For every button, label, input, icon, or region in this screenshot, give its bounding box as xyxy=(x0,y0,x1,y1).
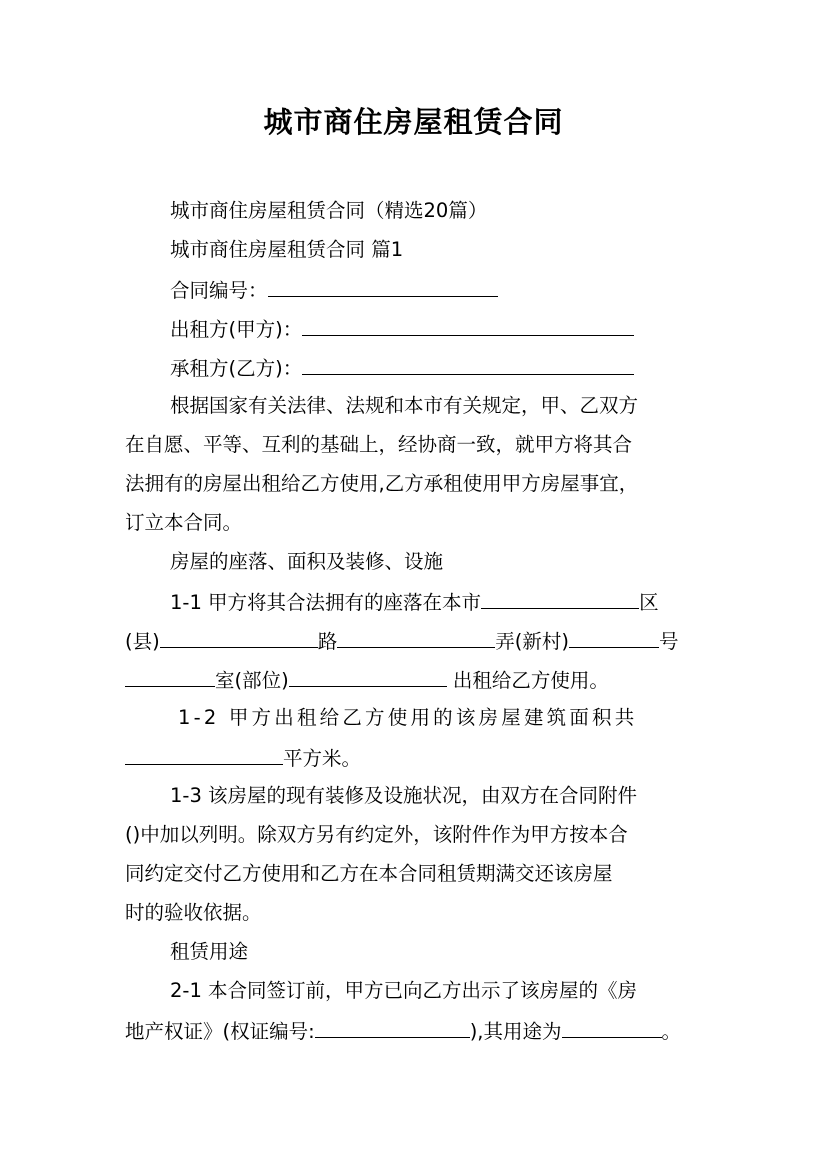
heading-location-area: 房屋的座落、面积及装修、设施 xyxy=(170,550,444,573)
intro-line-4: 订立本合同。 xyxy=(125,511,243,534)
lane-blank[interactable] xyxy=(569,627,659,648)
lessor-blank[interactable] xyxy=(302,315,634,336)
clause-1-1-text-a: 1-1 甲方将其合法拥有的座落在本市 xyxy=(170,591,482,614)
lessee-label: 承租方(乙方)： xyxy=(170,357,303,380)
clause-1-2-line-2 xyxy=(125,744,715,772)
clause-1-1-text-b: 区 xyxy=(639,591,659,614)
clause-1-1-text-h: 出租给乙方使用。 xyxy=(446,669,609,692)
heading-lease-purpose: 租赁用途 xyxy=(170,940,249,963)
intro-line-2: 在自愿、平等、互利的基础上，经协商一致，就甲方将其合 xyxy=(125,433,633,456)
clause-2-1-text-b: 地产权证》(权证编号: xyxy=(125,1020,315,1043)
document-title: 城市商住房屋租赁合同 xyxy=(263,105,564,139)
clause-1-1-line-3 xyxy=(125,666,715,694)
usage-blank[interactable] xyxy=(562,1017,662,1038)
section-heading: 城市商住房屋租赁合同 篇1 xyxy=(170,238,404,261)
clause-1-1-text-f: 号 xyxy=(658,630,679,653)
certificate-number-blank[interactable] xyxy=(315,1017,470,1038)
clause-2-1-text-c: ),其用途为 xyxy=(469,1020,562,1043)
clause-1-1-text-c: (县) xyxy=(125,630,160,653)
clause-1-3-line-3: 同约定交付乙方使用和乙方在本合同租赁期满交还该房屋 xyxy=(125,862,613,885)
clause-1-2-text-b: 平方米。 xyxy=(283,747,362,770)
clause-1-3-line-4: 时的验收依据。 xyxy=(125,901,262,924)
room-blank[interactable] xyxy=(289,666,447,687)
clause-1-1-text-d: 路 xyxy=(317,630,338,653)
subtitle: 城市商住房屋租赁合同（精选20篇） xyxy=(170,199,488,222)
lessee-row xyxy=(170,354,760,382)
clause-1-3-line-2: ()中加以列明。除双方另有约定外，该附件作为甲方按本合 xyxy=(125,823,628,846)
county-blank[interactable] xyxy=(160,627,318,648)
clause-1-1-text-g: 室(部位) xyxy=(215,669,289,692)
lessee-blank[interactable] xyxy=(302,354,634,375)
clause-2-1-text-d: 。 xyxy=(661,1020,682,1043)
clause-1-1-line-2 xyxy=(125,627,715,655)
clause-1-1-line-1 xyxy=(170,588,760,616)
clause-1-1-text-e: 弄(新村) xyxy=(495,630,569,653)
intro-line-3: 法拥有的房屋出租给乙方使用,乙方承租使用甲方房屋事宜， xyxy=(125,472,639,495)
road-blank[interactable] xyxy=(337,627,495,648)
lessor-label: 出租方(甲方)： xyxy=(170,318,303,341)
clause-1-3-line-1: 1-3 该房屋的现有装修及设施状况，由双方在合同附件 xyxy=(170,784,638,807)
contract-number-label: 合同编号： xyxy=(170,279,268,302)
district-blank[interactable] xyxy=(481,588,639,609)
number-blank[interactable] xyxy=(125,666,215,687)
intro-line-1: 根据国家有关法律、法规和本市有关规定，甲、乙双方 xyxy=(170,394,639,417)
clause-2-1-line-2 xyxy=(125,1017,715,1045)
lessor-row xyxy=(170,315,760,343)
clause-2-1-line-1: 2-1 本合同签订前，甲方已向乙方出示了该房屋的《房 xyxy=(170,979,638,1002)
clause-1-2-line-1: 1-2 甲方出租给乙方使用的该房屋建筑面积共 xyxy=(178,706,638,729)
contract-number-blank[interactable] xyxy=(268,276,498,297)
area-blank[interactable] xyxy=(125,744,283,765)
contract-number-row xyxy=(170,276,760,304)
